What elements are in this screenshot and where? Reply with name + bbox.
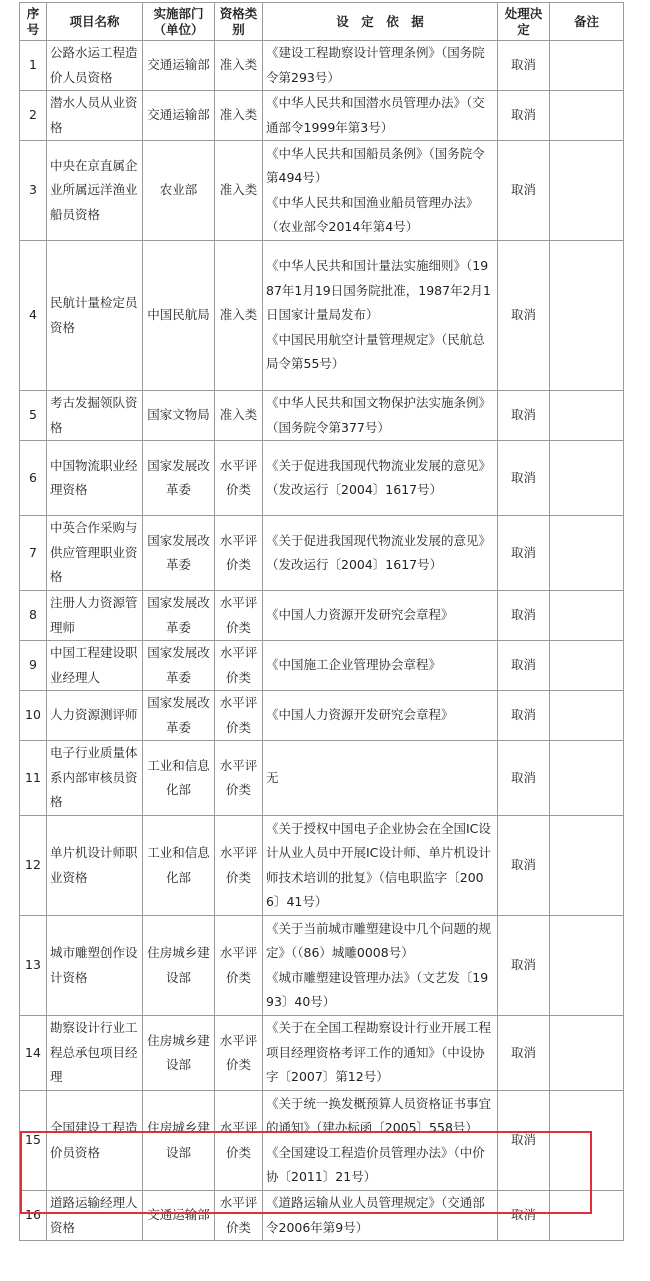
row-number: 16 <box>20 1191 47 1241</box>
basis-line: 《城市雕塑建设管理办法》（文艺发〔1993〕40号） <box>266 969 489 1009</box>
project-name: 中央在京直属企业所属远洋渔业船员资格 <box>47 141 143 241</box>
basis-line: 《关于促进我国现代物流业发展的意见》（发改运行〔2004〕1617号） <box>266 457 492 497</box>
remark <box>550 391 624 441</box>
project-name: 电子行业质量体系内部审核员资格 <box>47 741 143 816</box>
remark <box>550 591 624 641</box>
row-number: 1 <box>20 41 47 91</box>
remark <box>550 741 624 816</box>
department: 住房城乡建设部 <box>143 1016 215 1091</box>
department: 国家发展改革委 <box>143 441 215 516</box>
qualification-type: 水平评价类 <box>215 691 263 741</box>
table-row <box>20 391 624 441</box>
row-number: 5 <box>20 391 47 441</box>
remark <box>550 141 624 241</box>
table-row <box>20 1016 624 1091</box>
department: 农业部 <box>143 141 215 241</box>
basis-line: 《关于当前城市雕塑建设中几个问题的规定》（（86）城雕0008号） <box>266 920 492 960</box>
basis-line: 《中华人民共和国潜水员管理办法》（交通部令1999年第3号） <box>266 95 485 135</box>
legal-basis <box>263 391 498 441</box>
department: 交通运输部 <box>143 1191 215 1241</box>
row-number: 3 <box>20 141 47 241</box>
basis-line: 《关于促进我国现代物流业发展的意见》（发改运行〔2004〕1617号） <box>266 532 492 572</box>
table-row <box>20 691 624 741</box>
header-row <box>20 3 624 41</box>
header-action: 处理决定 <box>498 3 550 41</box>
department: 国家文物局 <box>143 391 215 441</box>
qualification-type: 准入类 <box>215 141 263 241</box>
department: 国家发展改革委 <box>143 691 215 741</box>
table-row <box>20 1191 624 1241</box>
basis-line: 《中国人力资源开发研究会章程》 <box>266 707 454 723</box>
qualification-type: 水平评价类 <box>215 1091 263 1191</box>
basis-line: 《中华人民共和国渔业船员管理办法》（农业部令2014年第4号） <box>266 194 479 234</box>
row-number: 6 <box>20 441 47 516</box>
table-row <box>20 816 624 916</box>
qualification-type: 水平评价类 <box>215 641 263 691</box>
row-number: 4 <box>20 241 47 391</box>
decision: 取消 <box>498 641 550 691</box>
decision: 取消 <box>498 691 550 741</box>
basis-line: 《中国施工企业管理协会章程》 <box>266 657 442 673</box>
project-name: 中国物流职业经理资格 <box>47 441 143 516</box>
qualification-type: 水平评价类 <box>215 441 263 516</box>
project-name: 中英合作采购与供应管理职业资格 <box>47 516 143 591</box>
decision: 取消 <box>498 441 550 516</box>
legal-basis <box>263 741 498 816</box>
basis-line: 《中国民用航空计量管理规定》（民航总局令第55号） <box>266 331 485 372</box>
header-remark: 备注 <box>550 3 624 41</box>
legal-basis <box>263 591 498 641</box>
basis-line: 《关于在全国工程勘察设计行业开展工程项目经理资格考评工作的通知》（中设协字〔2007〕第12号） <box>266 1020 492 1085</box>
remark <box>550 691 624 741</box>
qualification-type: 水平评价类 <box>215 1016 263 1091</box>
department: 住房城乡建设部 <box>143 916 215 1016</box>
decision: 取消 <box>498 1016 550 1091</box>
decision: 取消 <box>498 391 550 441</box>
row-number: 10 <box>20 691 47 741</box>
department: 国家发展改革委 <box>143 516 215 591</box>
project-name: 道路运输经理人资格 <box>47 1191 143 1241</box>
basis-line: 无 <box>266 769 279 785</box>
qualification-type: 准入类 <box>215 91 263 141</box>
legal-basis <box>263 516 498 591</box>
decision: 取消 <box>498 816 550 916</box>
legal-basis <box>263 916 498 1016</box>
legal-basis <box>263 1091 498 1191</box>
department: 交通运输部 <box>143 41 215 91</box>
project-name: 勘察设计行业工程总承包项目经理 <box>47 1016 143 1091</box>
project-name: 民航计量检定员资格 <box>47 241 143 391</box>
qualification-type: 水平评价类 <box>215 816 263 916</box>
department: 中国民航局 <box>143 241 215 391</box>
qualification-type: 水平评价类 <box>215 1191 263 1241</box>
basis-line: 《关于统一换发概预算人员资格证书事宜的通知》（建办标函〔2005〕558号） <box>266 1095 492 1135</box>
remark <box>550 241 624 391</box>
row-number: 15 <box>20 1091 47 1191</box>
remark <box>550 516 624 591</box>
legal-basis <box>263 91 498 141</box>
project-name: 城市雕塑创作设计资格 <box>47 916 143 1016</box>
decision: 取消 <box>498 591 550 641</box>
legal-basis <box>263 241 498 391</box>
legal-basis <box>263 691 498 741</box>
legal-basis <box>263 1016 498 1091</box>
remark <box>550 41 624 91</box>
row-number: 13 <box>20 916 47 1016</box>
table-row <box>20 916 624 1016</box>
department: 交通运输部 <box>143 91 215 141</box>
decision: 取消 <box>498 41 550 91</box>
legal-basis <box>263 41 498 91</box>
decision: 取消 <box>498 241 550 391</box>
decision: 取消 <box>498 741 550 816</box>
department: 工业和信息化部 <box>143 816 215 916</box>
row-number: 12 <box>20 816 47 916</box>
table-row <box>20 141 624 241</box>
table-row <box>20 591 624 641</box>
basis-line: 《全国建设工程造价员管理办法》（中价协〔2011〕21号） <box>266 1144 485 1184</box>
header-no: 序号 <box>20 3 47 41</box>
project-name: 单片机设计师职业资格 <box>47 816 143 916</box>
basis-line: 《建设工程勘察设计管理条例》（国务院令第293号） <box>266 45 485 85</box>
row-number: 2 <box>20 91 47 141</box>
department: 住房城乡建设部 <box>143 1091 215 1191</box>
project-name: 公路水运工程造价人员资格 <box>47 41 143 91</box>
basis-line: 《中国人力资源开发研究会章程》 <box>266 607 454 623</box>
table-row <box>20 516 624 591</box>
department: 国家发展改革委 <box>143 641 215 691</box>
row-number: 11 <box>20 741 47 816</box>
header-name: 项目名称 <box>47 3 143 41</box>
header-dept: 实施部门（单位） <box>143 3 215 41</box>
table-row <box>20 641 624 691</box>
qualification-type: 水平评价类 <box>215 591 263 641</box>
decision: 取消 <box>498 141 550 241</box>
table-row <box>20 91 624 141</box>
qualification-type: 水平评价类 <box>215 516 263 591</box>
header-basis: 设 定 依 据 <box>263 3 498 41</box>
basis-line: 《中华人民共和国计量法实施细则》（1987年1月19日国务院批准，1987年2月1日国家计量局发布） <box>266 258 491 323</box>
remark <box>550 916 624 1016</box>
qualification-type: 水平评价类 <box>215 741 263 816</box>
project-name: 全国建设工程造价员资格 <box>47 1091 143 1191</box>
basis-line: 《关于授权中国电子企业协会在全国IC设计从业人员中开展IC设计师、单片机设计师技术培训的批复》（信电职监字〔2006〕41号） <box>266 820 491 909</box>
qualification-table <box>19 2 624 1241</box>
project-name: 中国工程建设职业经理人 <box>47 641 143 691</box>
table-row <box>20 741 624 816</box>
table-row <box>20 441 624 516</box>
qualification-type: 准入类 <box>215 241 263 391</box>
project-name: 人力资源测评师 <box>47 691 143 741</box>
row-number: 14 <box>20 1016 47 1091</box>
decision: 取消 <box>498 516 550 591</box>
row-number: 8 <box>20 591 47 641</box>
legal-basis <box>263 1191 498 1241</box>
qualification-type: 水平评价类 <box>215 916 263 1016</box>
legal-basis <box>263 641 498 691</box>
decision: 取消 <box>498 91 550 141</box>
row-number: 9 <box>20 641 47 691</box>
remark <box>550 91 624 141</box>
project-name: 潜水人员从业资格 <box>47 91 143 141</box>
qualification-type: 准入类 <box>215 391 263 441</box>
qualification-type: 准入类 <box>215 41 263 91</box>
remark <box>550 441 624 516</box>
basis-line: 《中华人民共和国文物保护法实施条例》（国务院令第377号） <box>266 395 492 435</box>
decision: 取消 <box>498 916 550 1016</box>
decision: 取消 <box>498 1091 550 1191</box>
department: 国家发展改革委 <box>143 591 215 641</box>
table-row <box>20 241 624 391</box>
basis-line: 《道路运输从业人员管理规定》（交通部令2006年第9号） <box>266 1195 485 1235</box>
project-name: 考古发掘领队资格 <box>47 391 143 441</box>
table-row <box>20 41 624 91</box>
legal-basis <box>263 816 498 916</box>
department: 工业和信息化部 <box>143 741 215 816</box>
remark <box>550 641 624 691</box>
remark <box>550 1016 624 1091</box>
row-number: 7 <box>20 516 47 591</box>
decision: 取消 <box>498 1191 550 1241</box>
basis-line: 《中华人民共和国船员条例》（国务院令第494号） <box>266 145 485 185</box>
legal-basis <box>263 441 498 516</box>
table-row <box>20 1091 624 1191</box>
remark <box>550 1091 624 1191</box>
project-name: 注册人力资源管理师 <box>47 591 143 641</box>
remark <box>550 1191 624 1241</box>
header-type: 资格类别 <box>215 3 263 41</box>
remark <box>550 816 624 916</box>
legal-basis <box>263 141 498 241</box>
